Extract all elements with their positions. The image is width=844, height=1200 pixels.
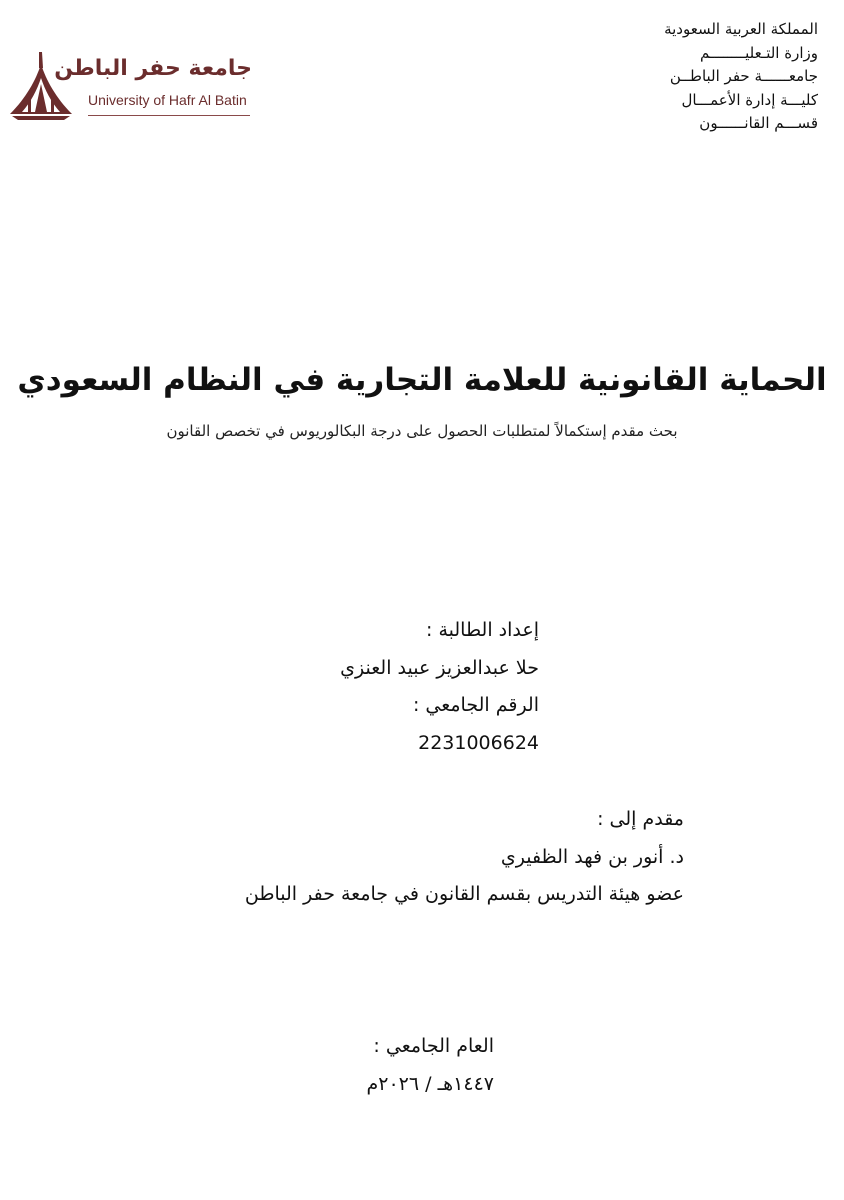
supervisor-position: عضو هيئة التدريس بقسم القانون في جامعة حفر الباطن xyxy=(244,883,684,905)
research-title: الحماية القانونية للعلامة التجارية في النظام السعودي xyxy=(17,362,827,398)
academic-year-value: ١٤٤٧هـ / ٢٠٢٦م xyxy=(366,1072,494,1095)
header-line-country: المملكة العربية السعودية xyxy=(664,20,818,38)
header-line-department: قســـم القانــــــون xyxy=(699,114,818,132)
logo-english-text: University of Hafr Al Batin xyxy=(88,92,247,108)
prepared-by-label: إعداد الطالبة : xyxy=(426,619,539,641)
student-id-label: الرقم الجامعي : xyxy=(412,694,539,716)
header-line-university: جامعــــــة حفر الباطــن xyxy=(669,67,818,85)
supervisor-block xyxy=(245,801,684,914)
student-name: حلا عبدالعزيز عبيد العنزي xyxy=(340,656,539,679)
academic-year-block xyxy=(367,1028,495,1103)
institution-header xyxy=(664,18,818,136)
header-line-ministry: وزارة التـعليــــــــم xyxy=(699,43,818,62)
logo-arabic-text: جامعة حفر الباطن xyxy=(54,56,252,81)
academic-year-label: العام الجامعي : xyxy=(373,1035,494,1057)
research-subtitle: بحث مقدم إستكمالاً لمتطلبات الحصول على درجة البكالوريوس في تخصص القانون xyxy=(166,422,678,440)
header-line-college: كليـــة إدارة الأعمـــال xyxy=(681,90,818,109)
logo-divider xyxy=(88,115,250,116)
submitted-to-label: مقدم إلى : xyxy=(597,808,684,830)
student-id-value: 2231006624 xyxy=(418,731,539,754)
university-logo xyxy=(6,50,256,130)
author-block xyxy=(340,612,539,762)
supervisor-name: د. أنور بن فهد الظفيري xyxy=(500,845,684,868)
